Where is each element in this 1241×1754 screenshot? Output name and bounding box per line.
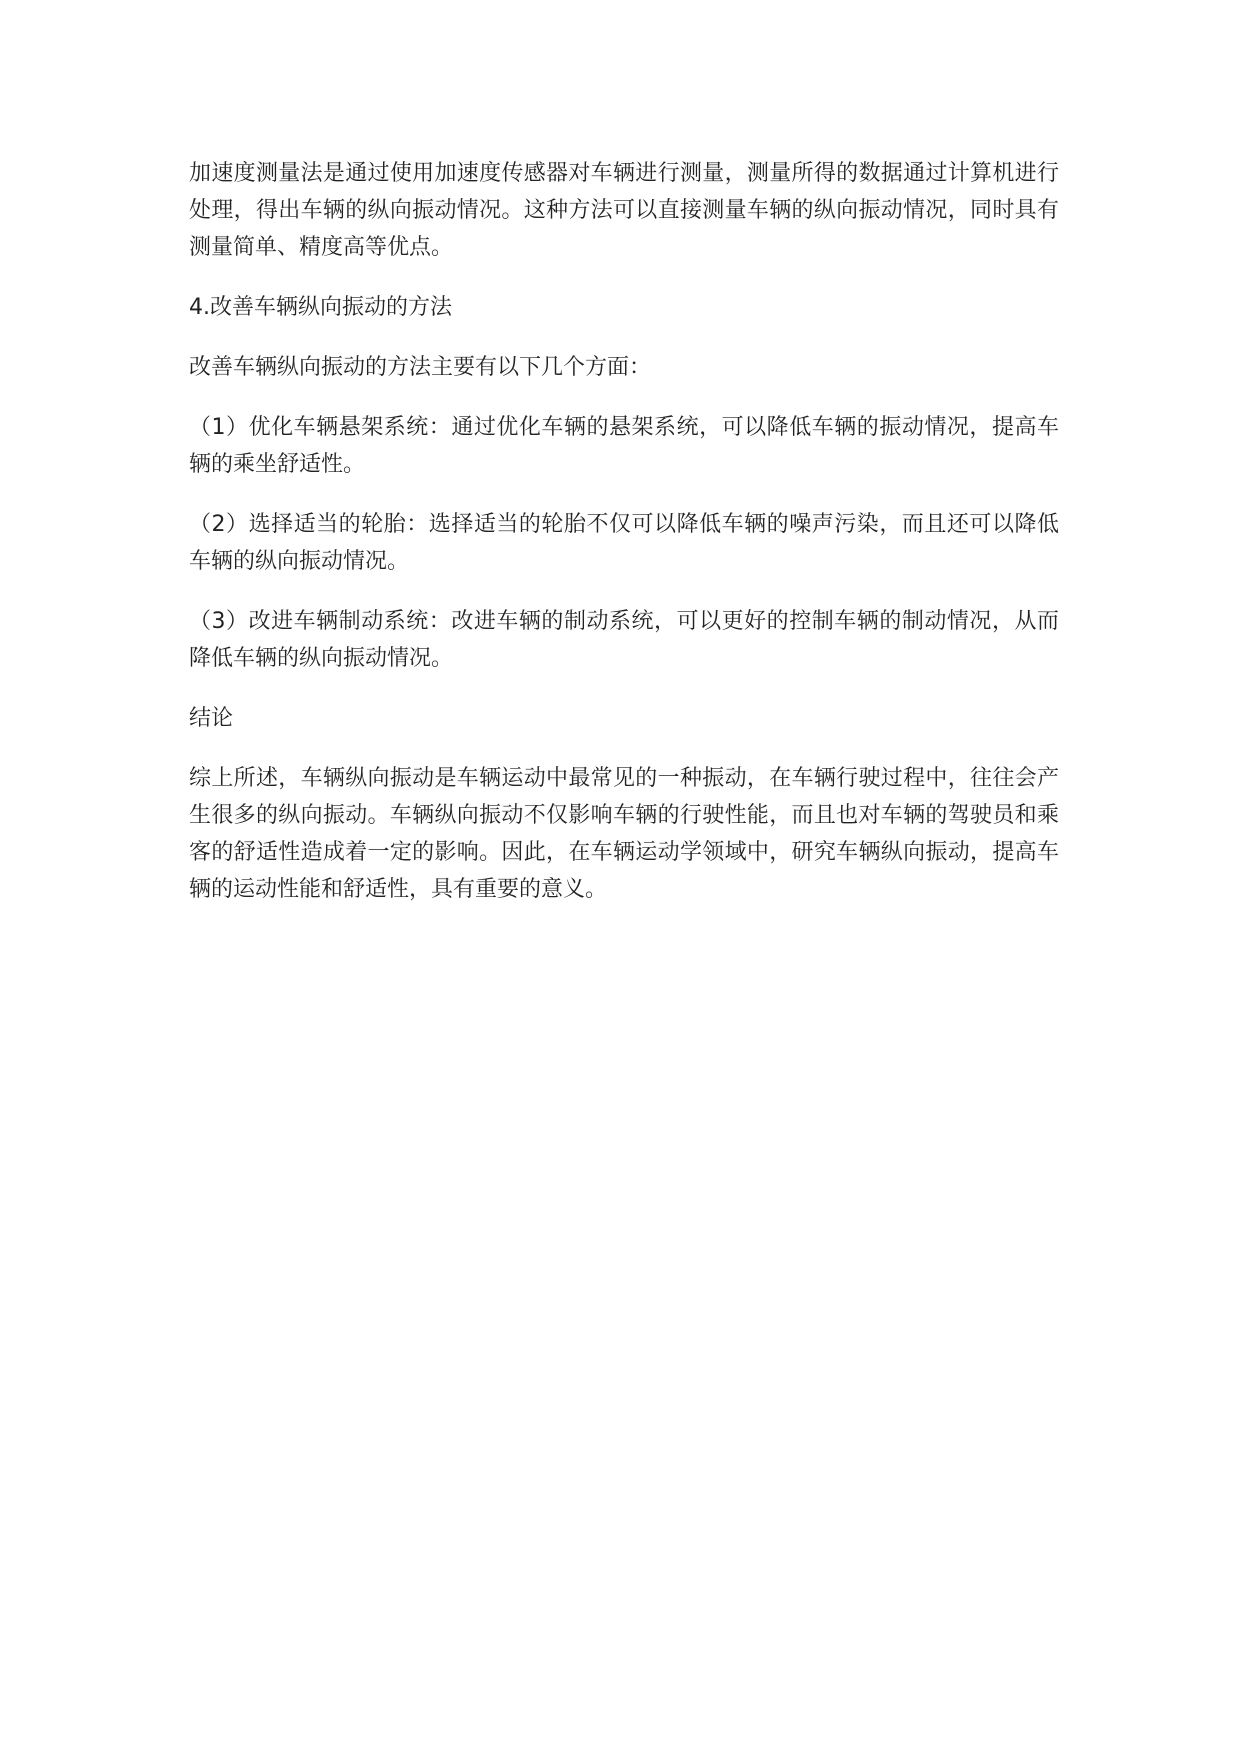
- document-body: [189, 155, 1059, 931]
- list-item-suspension: （1）优化车辆悬架系统：通过优化车辆的悬架系统，可以降低车辆的振动情况，提高车辆的乘坐舒适性。: [189, 415, 1059, 477]
- list-item-tires: （2）选择适当的轮胎：选择适当的轮胎不仅可以降低车辆的噪声污染，而且还可以降低车辆的纵向振动情况。: [189, 512, 1059, 574]
- paragraph-methods-intro: 改善车辆纵向振动的方法主要有以下几个方面：: [189, 355, 652, 380]
- section-heading-conclusion: 结论: [189, 706, 234, 731]
- section-heading-improvement-methods: 4.改善车辆纵向振动的方法: [189, 295, 452, 320]
- paragraph-acceleration-method: 加速度测量法是通过使用加速度传感器对车辆进行测量，测量所得的数据通过计算机进行处理，得出车辆的纵向振动情况。这种方法可以直接测量车辆的纵向振动情况，同时具有测量简单、精度高等优点。: [189, 161, 1059, 260]
- paragraph-conclusion: 综上所述，车辆纵向振动是车辆运动中最常见的一种振动，在车辆行驶过程中，往往会产生很多的纵向振动。车辆纵向振动不仅影响车辆的行驶性能，而且也对车辆的驾驶员和乘客的舒适性造成着一定的影响。因此，在车辆运动学领域中，研究车辆纵向振动，提高车辆的运动性能和舒适性，具有重要的意义。: [189, 766, 1059, 902]
- list-item-braking: （3）改进车辆制动系统：改进车辆的制动系统，可以更好的控制车辆的制动情况，从而降低车辆的纵向振动情况。: [189, 609, 1059, 671]
